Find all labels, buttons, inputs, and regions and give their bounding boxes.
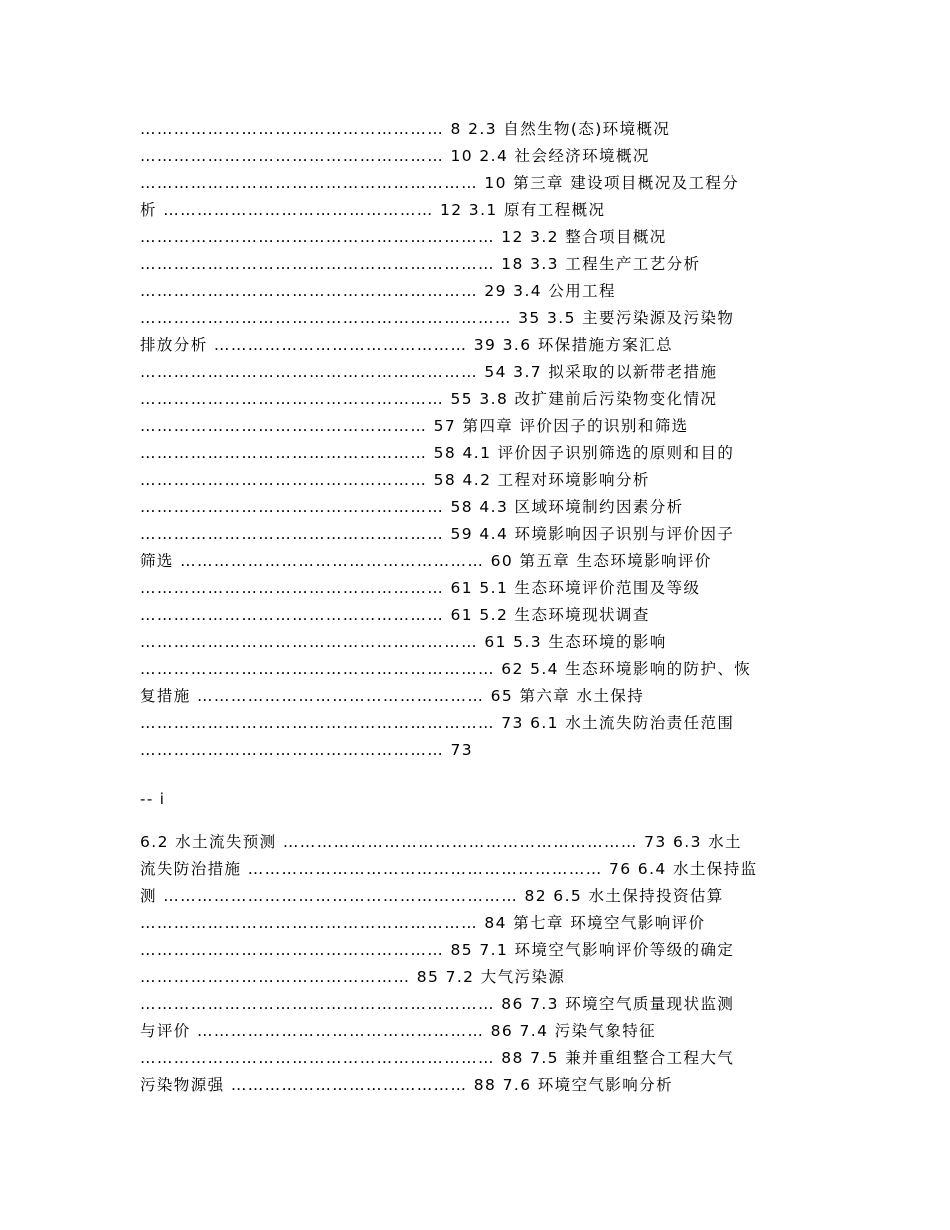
toc-line: 与评价 …………………………………………… 86 7.4 污染气象特征 [140,1022,657,1040]
table-of-contents-part-2 [140,829,812,1099]
toc-line: 析 ………………………………………… 12 3.1 原有工程概况 [140,201,606,219]
toc-line: ……………………………………………………… 62 5.4 生态环境影响的防护、恢 [140,660,752,678]
toc-line: …………………………………………………… 54 3.7 拟采取的以新带老措施 [140,363,718,381]
toc-line: …………………………………………………… 10 第三章 建设项目概况及工程分 [140,174,740,192]
toc-line: 测 ……………………………………………………… 82 6.5 水土保持投资估算 [140,887,724,905]
toc-line: 复措施 …………………………………………… 65 第六章 水土保持 [140,687,645,705]
toc-line: ………………………………………… 85 7.2 大气污染源 [140,968,566,986]
toc-line: ……………………………………………… 61 5.1 生态环境评价范围及等级 [140,579,701,597]
toc-line: 污染物源强 …………………………………… 88 7.6 环境空气影响分析 [140,1076,673,1094]
toc-line: ……………………………………………… 73 [140,741,474,759]
toc-line: ……………………………………………… 58 4.3 区域环境制约因素分析 [140,498,684,516]
toc-line: …………………………………………………… 84 第七章 环境空气影响评价 [140,914,706,932]
toc-line: …………………………………………………… 29 3.4 公用工程 [140,282,616,300]
toc-line: …………………………………………………… 61 5.3 生态环境的影响 [140,633,667,651]
toc-line: ……………………………………………… 59 4.4 环境影响因子识别与评价因子 [140,525,735,543]
toc-line: ……………………………………………………… 73 6.1 水土流失防治责任范围 [140,714,735,732]
toc-line: 筛选 ……………………………………………… 60 第五章 生态环境影响评价 [140,552,712,570]
toc-line: ……………………………………………… 10 2.4 社会经济环境概况 [140,147,650,165]
toc-line: …………………………………………… 58 4.2 工程对环境影响分析 [140,471,650,489]
toc-line: ……………………………………………………… 88 7.5 兼并重组整合工程大气 [140,1049,735,1067]
toc-line: ……………………………………………… 85 7.1 环境空气影响评价等级的确定 [140,941,735,959]
toc-line: …………………………………………… 58 4.1 评价因子识别筛选的原则和目的 [140,444,735,462]
toc-line: ……………………………………………… 61 5.2 生态环境现状调查 [140,606,650,624]
toc-line: ……………………………………………………… 12 3.2 整合项目概况 [140,228,667,246]
page-number-marker: -- i [140,790,166,808]
toc-line: ……………………………………………… 55 3.8 改扩建前后污染物变化情况 [140,390,718,408]
table-of-contents-part-1 [140,116,812,764]
toc-line: …………………………………………… 57 第四章 评价因子的识别和筛选 [140,417,689,435]
toc-line: ……………………………………………… 8 2.3 自然生物(态)环境概况 [140,120,671,138]
toc-line: ……………………………………………………… 18 3.3 工程生产工艺分析 [140,255,701,273]
toc-line: 排放分析 ……………………………………… 39 3.6 环保措施方案汇总 [140,336,673,354]
toc-line: ……………………………………………………… 86 7.3 环境空气质量现状监测 [140,995,735,1013]
toc-line: 流失防治措施 ……………………………………………………… 76 6.4 水土保持监 [140,860,758,878]
toc-line: ………………………………………………………… 35 3.5 主要污染源及污染物 [140,309,735,327]
toc-line: 6.2 水土流失预测 ……………………………………………………… 73 6.3 水土 [140,833,742,851]
